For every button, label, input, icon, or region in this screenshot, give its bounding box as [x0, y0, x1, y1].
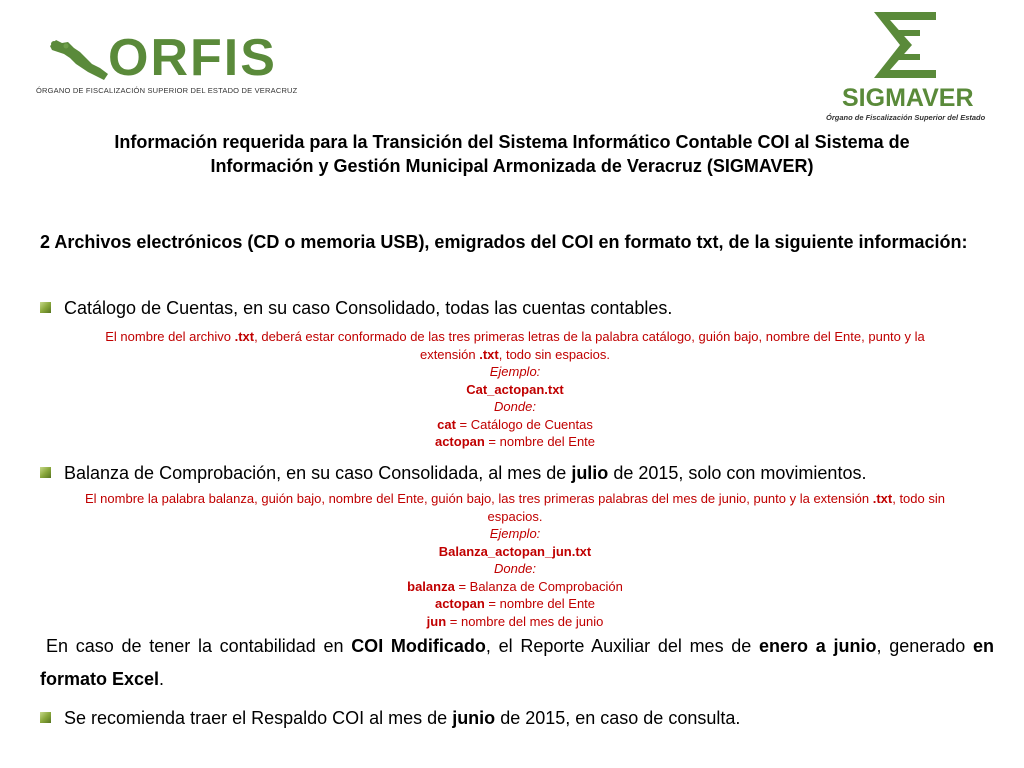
- orfis-brand: ORFIS: [108, 29, 277, 87]
- list-item-catalogo: [40, 296, 672, 320]
- legend-value: = Balanza de Comprobación: [454, 578, 623, 594]
- item-text: Balanza de Comprobación, en su caso Consolidada, al mes de: [64, 463, 572, 483]
- note-text: , todo sin espacios.: [498, 346, 611, 362]
- orfis-subtitle: ÓRGANO DE FISCALIZACIÓN SUPERIOR DEL ESTADO DE VERACRUZ: [36, 86, 298, 95]
- legend-value: = nombre del mes de junio: [446, 613, 604, 629]
- balanza-naming-note: [40, 490, 990, 630]
- note-ext: .txt: [479, 346, 499, 362]
- item-text-bold: junio: [452, 708, 496, 728]
- para-text-bold: COI Modificado: [351, 636, 486, 656]
- title-line-2: Información y Gestión Municipal Armonizada de Veracruz (SIGMAVER): [210, 156, 814, 176]
- legend-value: = Catálogo de Cuentas: [455, 416, 593, 432]
- legend-value: = nombre del Ente: [484, 434, 596, 449]
- example-label: Ejemplo:: [489, 526, 541, 541]
- intro-paragraph: 2 Archivos electrónicos (CD o memoria USB), emigrados del COI en formato txt, de la siguiente información:: [40, 232, 968, 252]
- note-ext: .txt: [872, 491, 893, 506]
- bullet-icon: [40, 467, 51, 478]
- item-text: Catálogo de Cuentas, en su caso Consolidado, todas las cuentas contables.: [64, 298, 673, 318]
- para-text: , generado: [876, 636, 973, 656]
- coi-modificado-paragraph: [40, 630, 994, 696]
- page-title: [40, 130, 984, 178]
- item-text: de 2015, en caso de consulta.: [495, 708, 741, 728]
- para-text-bold: en formato Excel: [40, 636, 994, 689]
- example-filename: Balanza_actopan_jun.txt: [438, 543, 592, 559]
- bullet-icon: [40, 302, 51, 313]
- item-text: de 2015, solo con movimientos.: [608, 463, 867, 483]
- para-text: .: [159, 669, 165, 689]
- example-label: Ejemplo:: [489, 364, 541, 379]
- para-text-bold: enero a junio: [759, 636, 877, 656]
- note-text: El nombre del archivo: [105, 329, 235, 344]
- sigmaver-brand: SIGMAVER: [842, 84, 974, 112]
- list-item-respaldo: [40, 706, 740, 730]
- legend-key: actopan: [434, 434, 485, 449]
- sigma-icon: [872, 12, 938, 78]
- bullet-icon: [40, 712, 51, 723]
- catalogo-naming-note: [40, 328, 990, 451]
- legend-key: balanza: [407, 578, 455, 594]
- example-filename: Cat_actopan.txt: [466, 381, 564, 397]
- note-text: , todo sin: [892, 491, 945, 506]
- note-text: El nombre la palabra balanza, guión bajo, nombre del Ente, guión bajo, las tres primeras palabras del mes de junio, punto y la extensión: [85, 491, 873, 506]
- legend-value: = nombre del Ente: [484, 596, 596, 611]
- item-text-bold: julio: [571, 463, 609, 483]
- list-item-balanza: [40, 461, 866, 485]
- veracruz-map-icon: [44, 34, 114, 84]
- para-text: , el Reporte Auxiliar del mes de: [485, 636, 760, 656]
- note-ext: .txt: [234, 329, 255, 344]
- legend-key: cat: [437, 416, 456, 432]
- where-label: Donde:: [494, 399, 536, 414]
- note-text: extensión: [419, 346, 480, 362]
- title-line-1: Información requerida para la Transición del Sistema Informático Contable COI al Sistema de: [114, 132, 910, 152]
- sigmaver-subtitle: Órgano de Fiscalización Superior del Estado: [826, 113, 986, 122]
- where-label: Donde:: [494, 561, 536, 576]
- note-text: , deberá estar conformado de las tres primeras letras de la palabra catálogo, guión bajo, nombre del Ente, punto y la: [254, 329, 925, 344]
- legend-key: jun: [426, 613, 447, 629]
- legend-key: actopan: [434, 596, 485, 611]
- para-text: En caso de tener la contabilidad en: [46, 636, 352, 656]
- item-text: Se recomienda traer el Respaldo COI al mes de: [64, 708, 453, 728]
- note-text: espacios.: [487, 508, 543, 524]
